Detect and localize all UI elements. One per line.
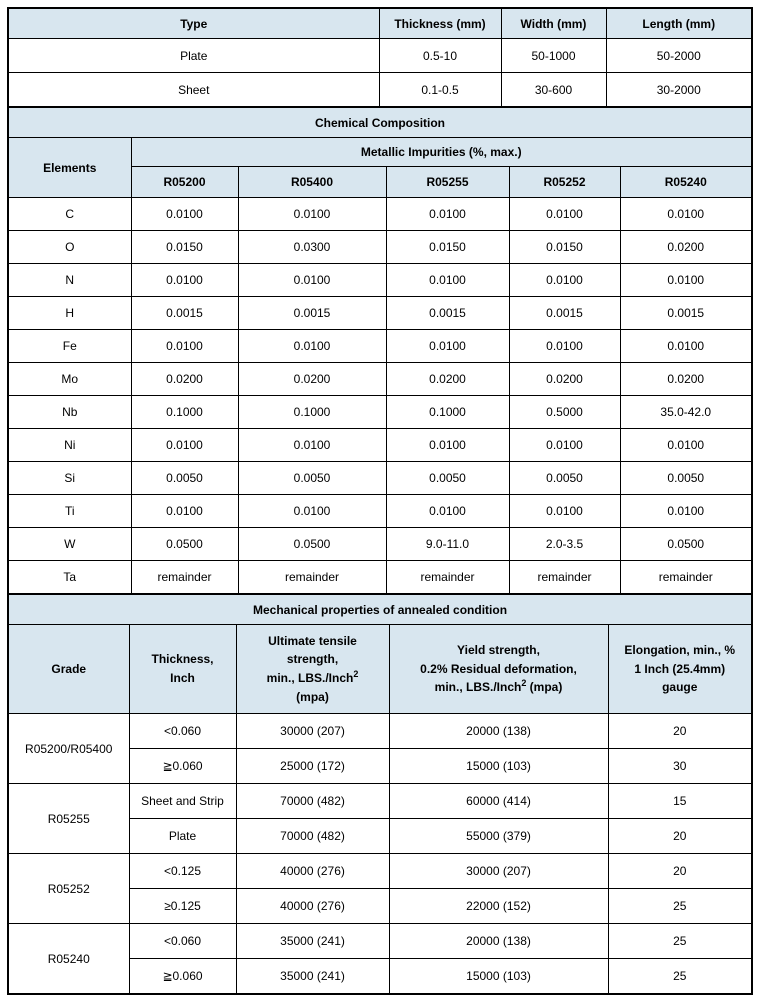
elongation-cell: 25 (608, 959, 752, 995)
yield-strength-cell: 30000 (207) (389, 854, 608, 889)
impurity-value-cell: 0.0100 (509, 429, 620, 462)
impurity-value-cell: 0.0500 (131, 528, 238, 561)
chemical-table-row (8, 495, 752, 528)
elements-column-header: Elements (8, 138, 131, 198)
chemical-table-row (8, 330, 752, 363)
grade-cell: R05200/R05400 (8, 714, 129, 784)
elongation-cell: 20 (608, 714, 752, 749)
yield-strength-cell: 22000 (152) (389, 889, 608, 924)
impurity-value-cell: 0.0100 (386, 330, 509, 363)
element-cell: N (8, 264, 131, 297)
impurity-value-cell: 35.0-42.0 (620, 396, 752, 429)
impurities-header-row (8, 138, 752, 167)
uts-header-line4: (mpa) (296, 689, 329, 704)
impurity-value-cell: 0.0100 (238, 330, 386, 363)
impurity-value-cell: 0.0100 (620, 330, 752, 363)
chemical-table-row (8, 363, 752, 396)
elongation-header-line3: gauge (662, 680, 698, 695)
chemical-table-row (8, 561, 752, 595)
impurity-value-cell: 0.0100 (509, 495, 620, 528)
impurity-value-cell: 0.0015 (509, 297, 620, 330)
yield-header-line3: min., LBS./Inch (434, 680, 522, 695)
elongation-column-header (608, 625, 752, 714)
impurity-value-cell: 9.0-11.0 (386, 528, 509, 561)
tensile-strength-cell: 35000 (241) (236, 959, 389, 995)
metallic-impurities-header: Metallic Impurities (%, max.) (131, 138, 752, 167)
impurity-value-cell: 0.0150 (509, 231, 620, 264)
impurity-value-cell: 0.0100 (620, 429, 752, 462)
thickness-cell: ≧0.060 (129, 749, 236, 784)
yield-strength-cell: 20000 (138) (389, 924, 608, 959)
elongation-header-line1: Elongation, min., % (624, 643, 736, 658)
tensile-strength-column-header (236, 625, 389, 714)
impurity-value-cell: 0.0050 (386, 462, 509, 495)
type-cell: Sheet (8, 73, 379, 108)
thickness-cell: <0.125 (129, 854, 236, 889)
yield-header-line4: (mpa) (526, 680, 563, 695)
yield-strength-cell: 15000 (103) (389, 959, 608, 995)
yield-superscript: 2 (521, 678, 527, 689)
impurity-value-cell: 0.0100 (131, 330, 238, 363)
tensile-strength-cell: 70000 (482) (236, 784, 389, 819)
size-table-row (8, 39, 752, 73)
element-cell: Fe (8, 330, 131, 363)
element-cell: Nb (8, 396, 131, 429)
impurity-value-cell: 0.0100 (620, 264, 752, 297)
elongation-cell: 25 (608, 889, 752, 924)
impurity-value-cell: 0.0015 (131, 297, 238, 330)
element-cell: O (8, 231, 131, 264)
thickness-header-line2: Inch (170, 671, 195, 685)
chemical-table-row (8, 264, 752, 297)
length-cell: 30-2000 (606, 73, 752, 108)
column-header-width: Width (mm) (501, 8, 606, 39)
impurity-value-cell: 0.0050 (131, 462, 238, 495)
impurity-value-cell: 0.0150 (386, 231, 509, 264)
mechanical-section-title: Mechanical properties of annealed condition (8, 594, 752, 625)
tensile-strength-cell: 40000 (276) (236, 854, 389, 889)
elongation-cell: 20 (608, 854, 752, 889)
yield-header-line2: 0.2% Residual deformation, (420, 661, 577, 676)
mechanical-section-row (8, 594, 752, 625)
thickness-cell: ≥0.125 (129, 889, 236, 924)
thickness-cell: ≧0.060 (129, 959, 236, 995)
impurity-value-cell: 2.0-3.5 (509, 528, 620, 561)
impurity-value-cell: remainder (386, 561, 509, 595)
impurity-value-cell: 0.1000 (131, 396, 238, 429)
element-cell: Ni (8, 429, 131, 462)
element-cell: W (8, 528, 131, 561)
mechanical-table-row (8, 924, 752, 959)
elongation-header-line2: 1 Inch (25.4mm) (634, 661, 726, 676)
uts-header-line3: min., LBS./Inch (266, 671, 354, 685)
chemical-table-row (8, 429, 752, 462)
thickness-cell: 0.1-0.5 (379, 73, 501, 108)
impurity-value-cell: 0.0100 (238, 429, 386, 462)
impurity-value-cell: 0.0200 (620, 231, 752, 264)
yield-strength-column-header (389, 625, 608, 714)
element-cell: C (8, 198, 131, 231)
tensile-strength-cell: 35000 (241) (236, 924, 389, 959)
elongation-cell: 30 (608, 749, 752, 784)
chemical-table-row (8, 231, 752, 264)
elongation-cell: 25 (608, 924, 752, 959)
thickness-cell: Sheet and Strip (129, 784, 236, 819)
impurity-value-cell: 0.0200 (131, 363, 238, 396)
element-cell: H (8, 297, 131, 330)
element-cell: Ti (8, 495, 131, 528)
impurity-value-cell: 0.0100 (131, 198, 238, 231)
impurity-value-cell: 0.5000 (509, 396, 620, 429)
element-cell: Ta (8, 561, 131, 595)
impurity-value-cell: 0.0015 (386, 297, 509, 330)
impurity-value-cell: 0.0100 (131, 429, 238, 462)
grade-cell: R05255 (8, 784, 129, 854)
elongation-cell: 15 (608, 784, 752, 819)
type-cell: Plate (8, 39, 379, 73)
yield-strength-cell: 15000 (103) (389, 749, 608, 784)
impurity-value-cell: remainder (620, 561, 752, 595)
thickness-cell: 0.5-10 (379, 39, 501, 73)
impurity-value-cell: 0.0150 (131, 231, 238, 264)
chemical-table-row (8, 528, 752, 561)
chemical-section-title: Chemical Composition (8, 107, 752, 138)
size-header-row (8, 8, 752, 39)
mechanical-table-row (8, 854, 752, 889)
impurity-value-cell: 0.0015 (620, 297, 752, 330)
uts-header-line2: strength, (286, 652, 339, 667)
element-cell: Mo (8, 363, 131, 396)
grade-cell: R05240 (8, 924, 129, 995)
mechanical-header-row (8, 625, 752, 714)
impurity-value-cell: 0.0050 (238, 462, 386, 495)
impurity-value-cell: remainder (238, 561, 386, 595)
impurity-value-cell: 0.0200 (386, 363, 509, 396)
length-cell: 50-2000 (606, 39, 752, 73)
yield-strength-cell: 20000 (138) (389, 714, 608, 749)
tensile-strength-cell: 70000 (482) (236, 819, 389, 854)
width-cell: 50-1000 (501, 39, 606, 73)
grade-column-header: R05240 (620, 167, 752, 198)
impurity-value-cell: 0.0100 (509, 330, 620, 363)
yield-header-line1: Yield strength, (457, 643, 540, 658)
impurity-value-cell: 0.0050 (620, 462, 752, 495)
width-cell: 30-600 (501, 73, 606, 108)
mechanical-table-row (8, 714, 752, 749)
size-table (7, 7, 753, 108)
chemical-table-row (8, 297, 752, 330)
impurity-value-cell: 0.0050 (509, 462, 620, 495)
yield-strength-cell: 60000 (414) (389, 784, 608, 819)
thickness-cell: <0.060 (129, 714, 236, 749)
grade-column-header: R05200 (131, 167, 238, 198)
chemical-composition-table (7, 106, 753, 595)
impurity-value-cell: 0.0200 (620, 363, 752, 396)
column-header-thickness: Thickness (mm) (379, 8, 501, 39)
impurity-value-cell: 0.0500 (238, 528, 386, 561)
impurity-value-cell: 0.0100 (238, 198, 386, 231)
elongation-cell: 20 (608, 819, 752, 854)
impurity-value-cell: remainder (131, 561, 238, 595)
impurity-value-cell: 0.0100 (386, 264, 509, 297)
thickness-cell: Plate (129, 819, 236, 854)
grade-column-header: R05400 (238, 167, 386, 198)
grade-column-header: Grade (8, 625, 129, 714)
column-header-type: Type (8, 8, 379, 39)
impurity-value-cell: remainder (509, 561, 620, 595)
impurity-value-cell: 0.0300 (238, 231, 386, 264)
uts-header-line1: Ultimate tensile (268, 633, 357, 648)
thickness-cell: <0.060 (129, 924, 236, 959)
impurity-value-cell: 0.0100 (238, 264, 386, 297)
impurity-value-cell: 0.1000 (238, 396, 386, 429)
impurity-value-cell: 0.0100 (386, 429, 509, 462)
column-header-length: Length (mm) (606, 8, 752, 39)
impurity-value-cell: 0.0100 (238, 495, 386, 528)
tensile-strength-cell: 40000 (276) (236, 889, 389, 924)
chemical-table-row (8, 198, 752, 231)
impurity-value-cell: 0.0100 (386, 495, 509, 528)
chemical-section-row (8, 107, 752, 138)
mechanical-properties-table (7, 593, 753, 995)
chemical-table-row (8, 462, 752, 495)
uts-superscript: 2 (353, 669, 359, 679)
impurity-value-cell: 0.0100 (509, 264, 620, 297)
grade-column-header: R05252 (509, 167, 620, 198)
yield-strength-cell: 55000 (379) (389, 819, 608, 854)
chemical-table-row (8, 396, 752, 429)
grade-column-header: R05255 (386, 167, 509, 198)
size-table-row (8, 73, 752, 108)
impurity-value-cell: 0.0100 (131, 495, 238, 528)
thickness-header-line1: Thickness, (151, 652, 214, 667)
impurity-value-cell: 0.0100 (386, 198, 509, 231)
tensile-strength-cell: 30000 (207) (236, 714, 389, 749)
impurity-value-cell: 0.0100 (131, 264, 238, 297)
thickness-column-header (129, 625, 236, 714)
impurity-value-cell: 0.0100 (620, 198, 752, 231)
impurity-value-cell: 0.0100 (620, 495, 752, 528)
impurity-value-cell: 0.0200 (238, 363, 386, 396)
impurity-value-cell: 0.0015 (238, 297, 386, 330)
mechanical-table-row (8, 784, 752, 819)
impurity-value-cell: 0.1000 (386, 396, 509, 429)
grade-cell: R05252 (8, 854, 129, 924)
element-cell: Si (8, 462, 131, 495)
impurity-value-cell: 0.0200 (509, 363, 620, 396)
tensile-strength-cell: 25000 (172) (236, 749, 389, 784)
impurity-value-cell: 0.0500 (620, 528, 752, 561)
impurity-value-cell: 0.0100 (509, 198, 620, 231)
